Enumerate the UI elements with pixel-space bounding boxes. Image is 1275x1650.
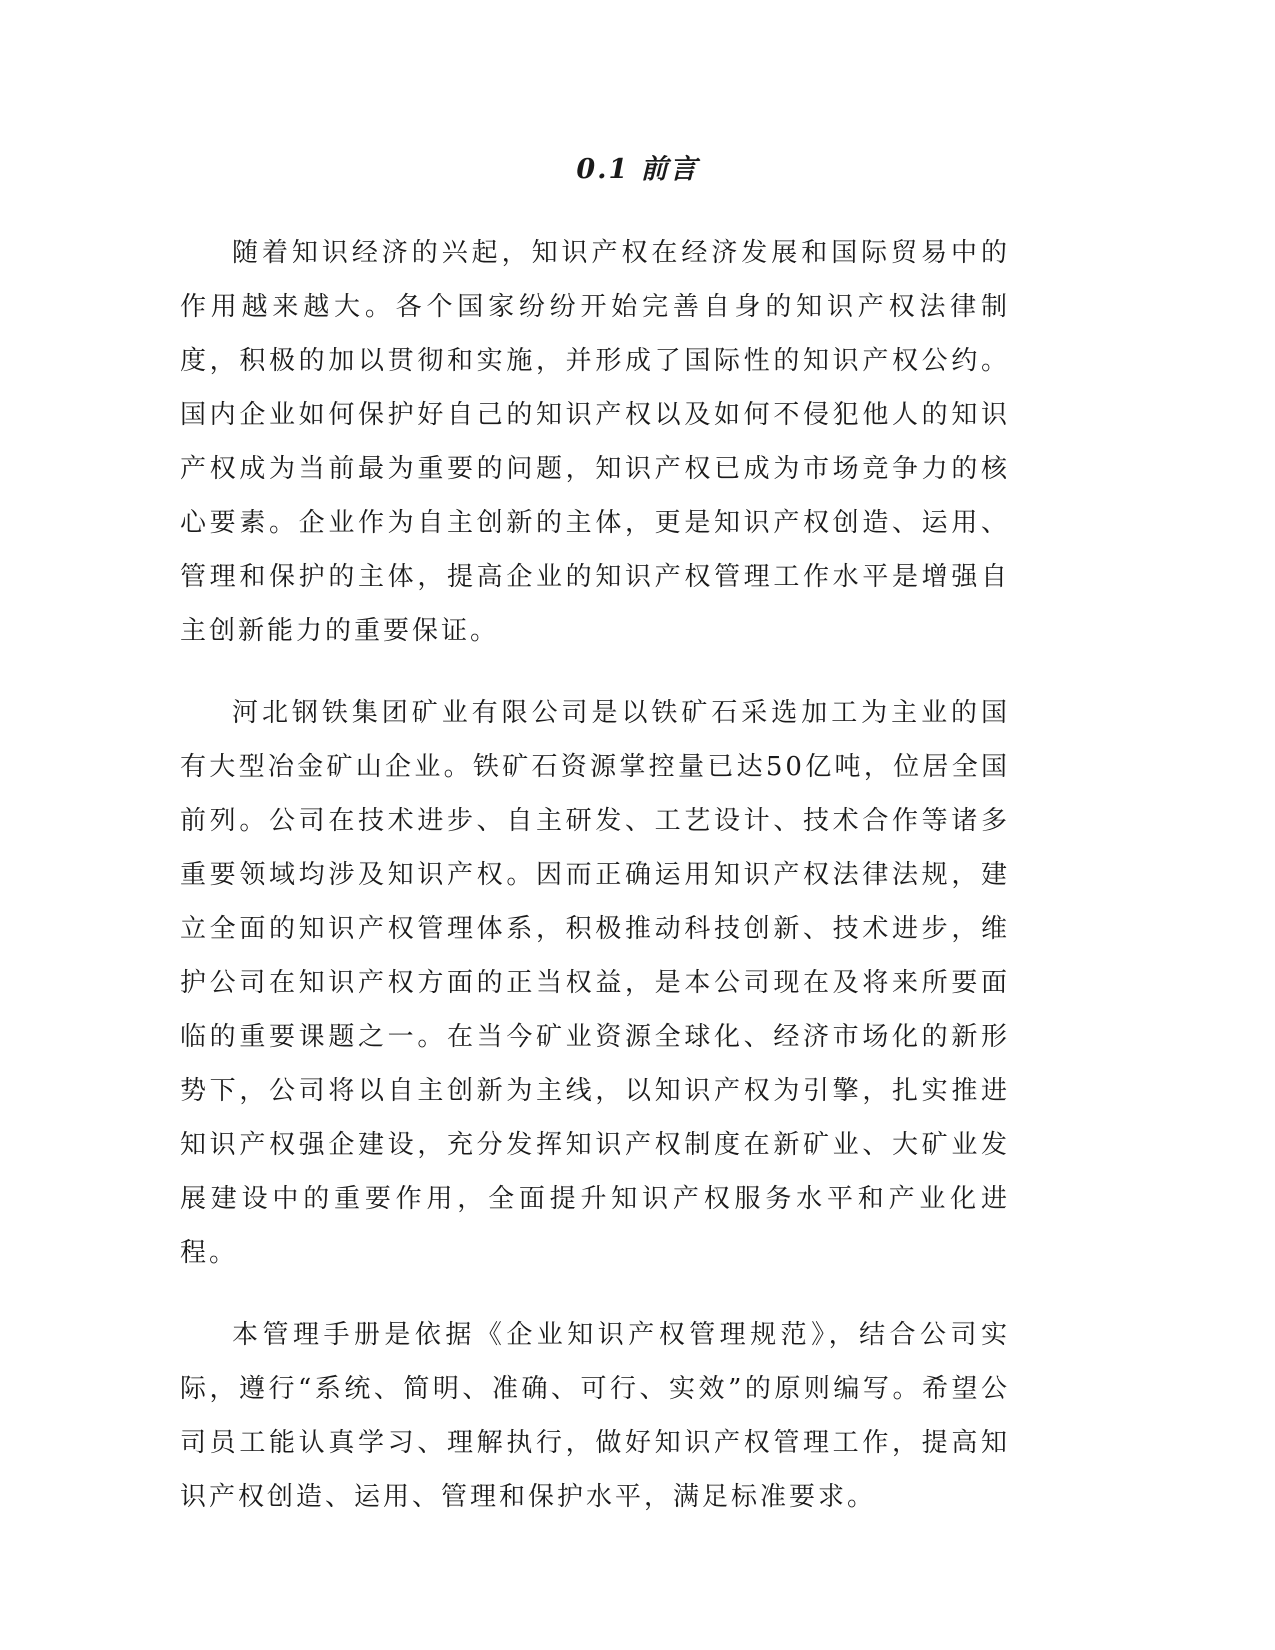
section-title: 0.1 前言 xyxy=(576,154,699,185)
document-body xyxy=(180,226,1010,1524)
paragraph-intro: 随着知识经济的兴起，知识产权在经济发展和国际贸易中的作用越来越大。各个国家纷纷开始完善自身的知识产权法律制度，积极的加以贯彻和实施，并形成了国际性的知识产权公约。国内企业如何保护好自己的知识产权以及如何不侵犯他人的知识产权成为当前最为重要的问题，知识产权已成为市场竞争力的核心要素。企业作为自主创新的主体，更是知识产权创造、运用、管理和保护的主体，提高企业的知识产权管理工作水平是增强自主创新能力的重要保证。 xyxy=(180,238,1010,646)
paragraph-company: 河北钢铁集团矿业有限公司是以铁矿石采选加工为主业的国有大型冶金矿山企业。铁矿石资源掌控量已达50亿吨，位居全国前列。公司在技术进步、自主研发、工艺设计、技术合作等诸多重要领域均涉及知识产权。因而正确运用知识产权法律法规，建立全面的知识产权管理体系，积极推动科技创新、技术进步，维护公司在知识产权方面的正当权益，是本公司现在及将来所要面临的重要课题之一。在当今矿业资源全球化、经济市场化的新形势下，公司将以自主创新为主线，以知识产权为引擎，扎实推进知识产权强企建设，充分发挥知识产权制度在新矿业、大矿业发展建设中的重要作用，全面提升知识产权服务水平和产业化进程。 xyxy=(180,698,1010,1268)
paragraph-manual: 本管理手册是依据《企业知识产权管理规范》，结合公司实际，遵行“系统、简明、准确、可行、实效”的原则编写。希望公司员工能认真学习、理解执行，做好知识产权管理工作，提高知识产权创造、运用、管理和保护水平，满足标准要求。 xyxy=(180,1320,1010,1512)
